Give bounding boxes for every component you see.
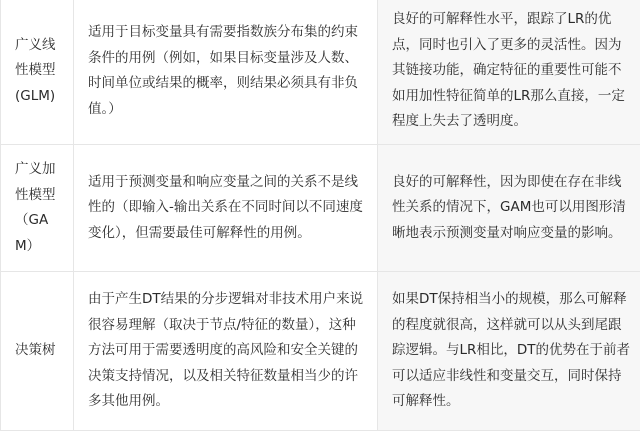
model-name-cell: 广义线 性模型 (GLM) <box>1 0 74 145</box>
interpretability-cell: 良好的可解释性水平，跟踪了LR的优点，同时也引入了更多的灵活性。因为其链接功能，确定特征的重要性可能不如用加性特征简单的LR那么直接，一定程度上失去了透明度。 <box>378 0 640 145</box>
table-row-decision-tree <box>1 272 640 431</box>
model-name-cell: 决策树 <box>1 272 74 431</box>
table-row-gam <box>1 145 640 272</box>
table-row-glm <box>1 0 640 145</box>
interpretability-cell: 如果DT保持相当小的规模，那么可解释的程度就很高，这样就可以从头到尾跟踪逻辑。与LR相比，DT的优势在于前者可以适应非线性和变量交互，同时保持可解释性。 <box>378 272 640 431</box>
use-case-cell: 适用于预测变量和响应变量之间的关系不是线性的（即输入-输出关系在不同时间以不同速度变化），但需要最佳可解释性的用例。 <box>74 145 378 272</box>
model-name-cell: 广义加 性模型 （GA M） <box>1 145 74 272</box>
interpretability-cell: 良好的可解释性，因为即使在存在非线性关系的情况下，GAM也可以用图形清晰地表示预测变量对响应变量的影响。 <box>378 145 640 272</box>
use-case-cell: 适用于目标变量具有需要指数族分布集的约束条件的用例（例如，如果目标变量涉及人数、时间单位或结果的概率，则结果必须具有非负值。） <box>74 0 378 145</box>
use-case-cell: 由于产生DT结果的分步逻辑对非技术用户来说很容易理解（取决于节点/特征的数量），这种方法可用于需要透明度的高风险和安全关键的决策支持情况，以及相关特征数量相当少的许多其他用例。 <box>74 272 378 431</box>
